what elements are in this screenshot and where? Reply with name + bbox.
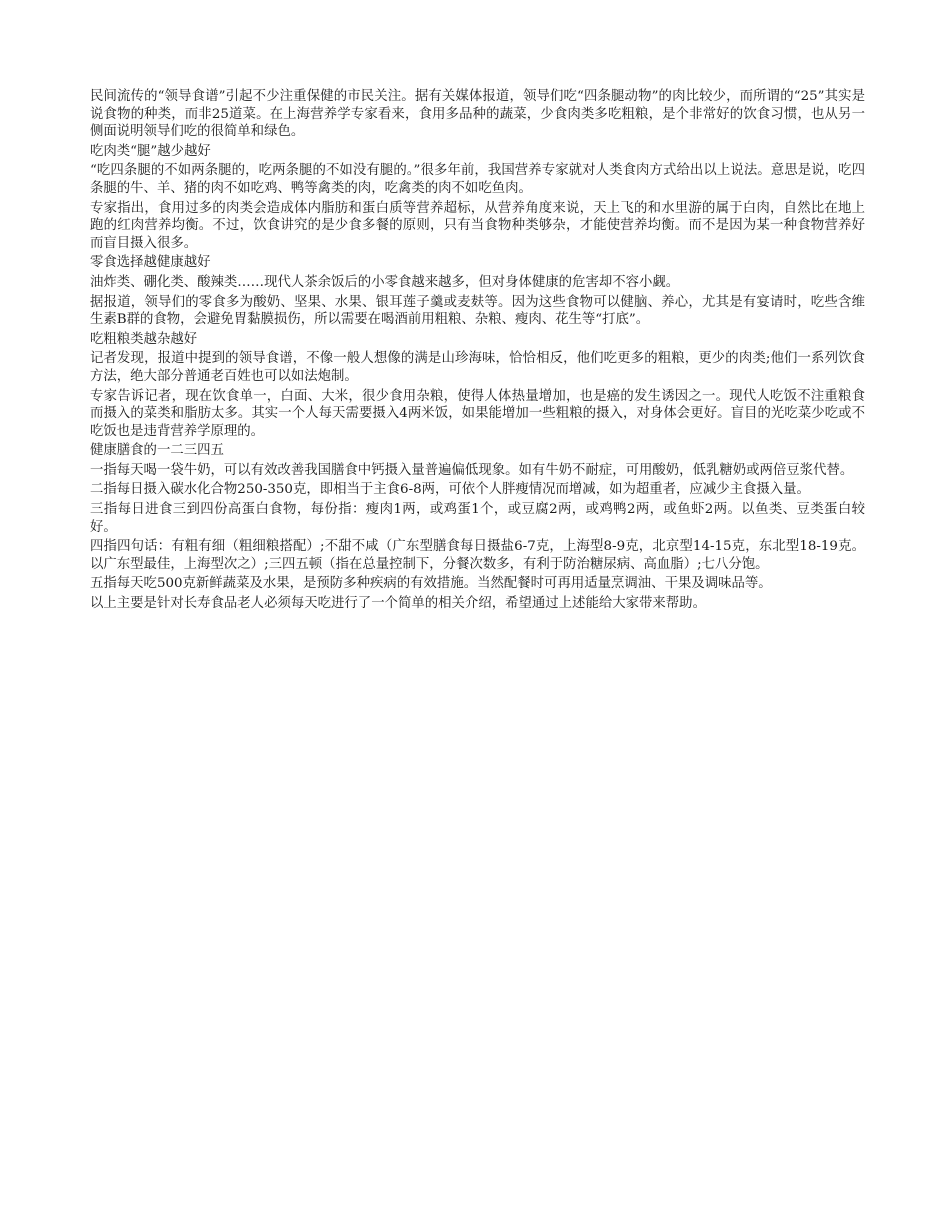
paragraph: “吃四条腿的不如两条腿的，吃两条腿的不如没有腿的。”很多年前，我国营养专家就对人类食肉方式给出以上说法。意思是说，吃四条腿的牛、羊、猪的肉不如吃鸡、鸭等禽类的肉，吃禽类的肉不如吃鱼肉。 [90, 163, 865, 196]
section-heading-healthy-diet: 健康膳食的一二三四五 [90, 443, 224, 459]
paragraph: 一指每天喝一袋牛奶，可以有效改善我国膳食中钙摄入量普遍偏低现象。如有牛奶不耐症，可用酸奶，低乳糖奶或两倍豆浆代替。 [90, 462, 854, 478]
paragraph: 据报道，领导们的零食多为酸奶、坚果、水果、银耳莲子羹或麦麸等。因为这些食物可以健脑、养心，尤其是有宴请时，吃些含维生素B群的食物，会避免胃黏膜损伤，所以需要在喝酒前用粗粮、杂粮、瘦肉、花生等“打底”。 [90, 294, 865, 328]
paragraph: 二指每日摄入碳水化合物250-350克，即相当于主食6-8两，可依个人胖瘦情况而增减，如为超重者，应减少主食摄入量。 [90, 482, 810, 498]
paragraph: 五指每天吃500克新鲜蔬菜及水果，是预防多种疾病的有效措施。当然配餐时可再用适量烹调油、干果及调味品等。 [90, 576, 772, 592]
paragraph: 四指四句话：有粗有细（粗细粮搭配）;不甜不咸（广东型膳食每日摄盐6-7克，上海型8-9克，北京型14-15克，东北型18-19克。以广东型最佳，上海型次之）;三四五顿（指在总量控制下，分餐次数多，有利于防治糖尿病、高血脂）;七八分饱。 [90, 539, 865, 572]
paragraph: 专家指出，食用过多的肉类会造成体内脂肪和蛋白质等营养超标，从营养角度来说，天上飞的和水里游的属于白肉，自然比在地上跑的红肉营养均衡。不过，饮食讲究的是少食多餐的原则，只有当食物种类够杂，才能使营养均衡。而不是因为某一种食物营养好而盲目摄入很多。 [90, 200, 865, 251]
paragraph: 专家告诉记者，现在饮食单一，白面、大米，很少食用杂粮，使得人体热量增加，也是癌的发生诱因之一。现代人吃饭不注重粮食而摄入的菜类和脂肪太多。其实一个人每天需要摄入4两米饭，如果能增加一些粗粮的摄入，对身体会更好。盲目的光吃菜少吃或不吃饭也是违背营养学原理的。 [90, 388, 865, 439]
conclusion-paragraph: 以上主要是针对长寿食品老人必须每天吃进行了一个简单的相关介绍，希望通过上述能给大家带来帮助。 [90, 596, 706, 612]
section-heading-snacks: 零食选择越健康越好 [90, 255, 211, 271]
section-heading-meat: 吃肉类“腿”越少越好 [90, 143, 211, 159]
intro-paragraph: 民间流传的“领导食谱”引起不少注重保健的市民关注。据有关媒体报道，领导们吃“四条腿动物”的肉比较少，而所谓的“25”其实是说食物的种类，而非25道菜。在上海营养学专家看来，食用多品种的蔬菜，少食肉类多吃粗粮，是个非常好的饮食习惯，也从另一侧面说明领导们吃的很简单和绿色。 [90, 89, 865, 140]
paragraph: 三指每日进食三到四份高蛋白食物，每份指：瘦肉1两，或鸡蛋1个，或豆腐2两，或鸡鸭2两，或鱼虾2两。以鱼类、豆类蛋白较好。 [90, 502, 865, 535]
article-body [90, 88, 865, 615]
paragraph: 记者发现，报道中提到的领导食谱，不像一般人想像的满是山珍海味，恰恰相反，他们吃更多的粗粮，更少的肉类;他们一系列饮食方法，绝大部分普通老百姓也可以如法炮制。 [90, 351, 865, 384]
paragraph: 油炸类、硼化类、酸辣类……现代人茶余饭后的小零食越来越多，但对身体健康的危害却不容小觑。 [90, 274, 680, 290]
section-heading-coarse-grains: 吃粗粮类越杂越好 [90, 331, 198, 347]
